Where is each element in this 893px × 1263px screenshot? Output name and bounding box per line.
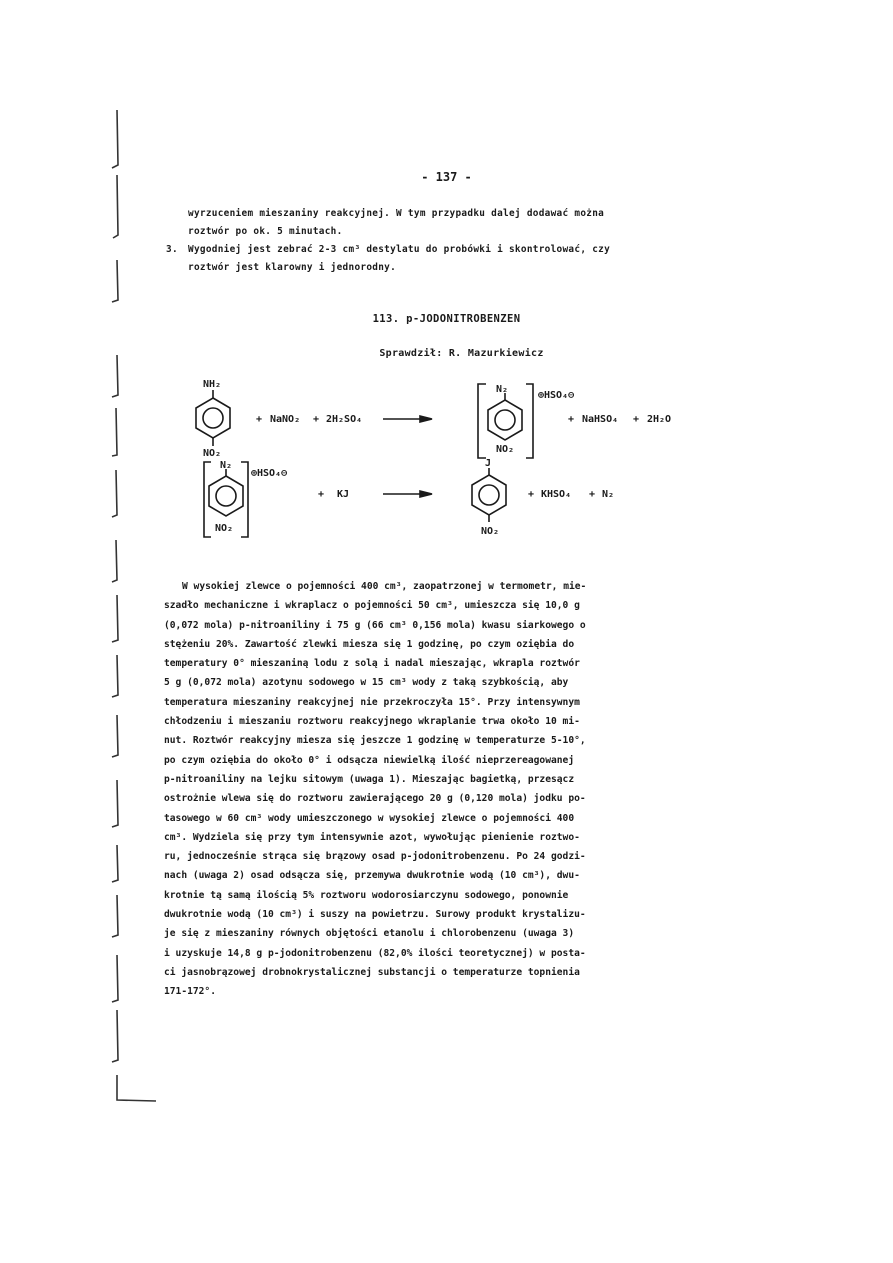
procedure-line: temperatury 0° mieszaniną lodu z solą i nadal mieszając, wkrapla roztwór bbox=[164, 658, 580, 670]
r2-reactant-sub: N₂ bbox=[220, 460, 233, 471]
r1-reactant-sub: NH₂ bbox=[203, 379, 222, 390]
bracket-right-2 bbox=[241, 462, 248, 537]
benzene-ring-product-2 bbox=[472, 475, 506, 515]
r2-byproduct-1: KHSO₄ bbox=[541, 489, 572, 500]
benzene-ring-reactant-2 bbox=[209, 476, 243, 516]
procedure-line: stężeniu 20%. Zawartość zlewki miesza się 1 godzinę, po czym oziębia do bbox=[164, 638, 575, 650]
procedure-paragraph bbox=[164, 577, 694, 1002]
benzene-ring-product-1 bbox=[488, 400, 522, 440]
procedure-line: szadło mechaniczne i wkraplacz o pojemności 50 cm³, umieszcza się 10,0 g bbox=[164, 600, 580, 612]
r1-counter-ion: ⊕HSO₄⊖ bbox=[538, 390, 575, 401]
procedure-line: ru, jednocześnie strąca się brązowy osad p-jodonitrobenzenu. Po 24 godzi- bbox=[164, 851, 586, 863]
r1-reagent-1: NaNO₂ bbox=[270, 414, 301, 425]
procedure-line: (0,072 mola) p-nitroaniliny i 75 g (66 cm³ 0,156 mola) kwasu siarkowego o bbox=[164, 619, 586, 631]
bracket-left-1 bbox=[478, 384, 486, 458]
procedure-line: po czym oziębia do około 0° i odsącza niewielką ilość nieprzereagowanej bbox=[164, 754, 575, 766]
procedure-line: ci jasnobrązowej drobnokrystalicznej substancji o temperaturze topnienia bbox=[164, 966, 580, 978]
r2-product-para: NO₂ bbox=[481, 526, 500, 537]
procedure-line: W wysokiej zlewce o pojemności 400 cm³, zaopatrzonej w termometr, mie- bbox=[182, 581, 587, 592]
r2-plus-3: + bbox=[589, 489, 596, 500]
procedure-line: i uzyskuje 14,8 g p-jodonitrobenzenu (82,0% ilości teoretycznej) w posta- bbox=[164, 947, 586, 959]
procedure-line: p-nitroaniliny na lejku sitowym (uwaga 1). Mieszając bagietką, przesącz bbox=[164, 773, 575, 785]
procedure-line: temperatura mieszaniny reakcyjnej nie przekroczyła 15°. Przy intensywnym bbox=[164, 696, 580, 708]
r2-byproduct-2: N₂ bbox=[602, 489, 615, 500]
r2-product-sub: J bbox=[485, 458, 492, 469]
r2-reagent: KJ bbox=[337, 489, 350, 500]
reaction-1 bbox=[196, 384, 533, 458]
bracket-left-2 bbox=[204, 462, 211, 537]
r1-product-para: NO₂ bbox=[496, 444, 515, 455]
r1-plus-1: + bbox=[256, 414, 263, 425]
procedure-line: 5 g (0,072 mola) azotynu sodowego w 15 cm³ wody z taką szybkością, aby bbox=[164, 677, 569, 689]
page-number: - 137 - bbox=[421, 170, 472, 184]
procedure-line: je się z mieszaniny równych objętości etanolu i chlorobenzenu (uwaga 3) bbox=[164, 928, 575, 940]
r2-reactant-para: NO₂ bbox=[215, 523, 234, 534]
r1-reactant-para: NO₂ bbox=[203, 448, 222, 459]
note-3-line-2: roztwór jest klarowny i jednorodny. bbox=[188, 262, 397, 273]
procedure-line: nach (uwaga 2) osad odsącza się, przemywa dwukrotnie wodą (10 cm³), dwu- bbox=[164, 870, 580, 882]
r2-counter-ion: ⊕HSO₄⊖ bbox=[251, 468, 288, 479]
r1-plus-3: + bbox=[568, 414, 575, 425]
note-3-number: 3. bbox=[166, 244, 178, 255]
r1-plus-2: + bbox=[313, 414, 320, 425]
procedure-line: 171-172°. bbox=[164, 986, 216, 998]
r2-plus-1: + bbox=[318, 489, 325, 500]
section-title: 113. p-JODONITROBENZEN bbox=[372, 313, 521, 325]
aromatic-circle-reactant-1 bbox=[203, 408, 223, 428]
procedure-line: nut. Roztwór reakcyjny miesza się jeszcze 1 godzinę w temperaturze 5-10°, bbox=[164, 735, 586, 747]
r1-byproduct-2: 2H₂O bbox=[647, 414, 672, 425]
procedure-line: chłodzeniu i mieszaniu roztworu reakcyjnego wkraplanie trwa około 10 mi- bbox=[164, 716, 580, 728]
note-line-2: roztwór po ok. 5 minutach. bbox=[188, 226, 343, 237]
r1-plus-4: + bbox=[633, 414, 640, 425]
procedure-line: cm³. Wydziela się przy tym intensywnie azot, wywołując pienienie roztwo- bbox=[164, 831, 580, 843]
r1-reagent-2: 2H₂SO₄ bbox=[326, 414, 363, 425]
procedure-line: dwukrotnie wodą (10 cm³) i suszy na powietrzu. Surowy produkt krystalizu- bbox=[164, 909, 586, 921]
procedure-line: krotnie tą samą ilością 5% roztworu wodorosiarczynu sodowego, ponownie bbox=[164, 889, 569, 901]
note-line-1: wyrzuceniem mieszaniny reakcyjnej. W tym przypadku dalej dodawać można bbox=[188, 208, 605, 219]
r1-product-sub: N₂ bbox=[496, 384, 509, 395]
procedure-line: tasowego w 60 cm³ wody umieszczonego w wysokiej zlewce o pojemności 400 bbox=[164, 812, 575, 824]
r1-byproduct-1: NaHSO₄ bbox=[582, 414, 619, 425]
procedure-line: ostrożnie wlewa się do roztworu zawierającego 20 g (0,120 mola) jodku po- bbox=[164, 793, 586, 805]
r2-plus-2: + bbox=[528, 489, 535, 500]
verified-by: Sprawdził: R. Mazurkiewicz bbox=[379, 348, 544, 359]
reaction-2 bbox=[204, 462, 506, 537]
bracket-right-1 bbox=[526, 384, 533, 458]
benzene-ring-reactant-1 bbox=[196, 398, 230, 438]
note-3-line-1: Wygodniej jest zebrać 2-3 cm³ destylatu do probówki i skontrolować, czy bbox=[188, 244, 611, 255]
